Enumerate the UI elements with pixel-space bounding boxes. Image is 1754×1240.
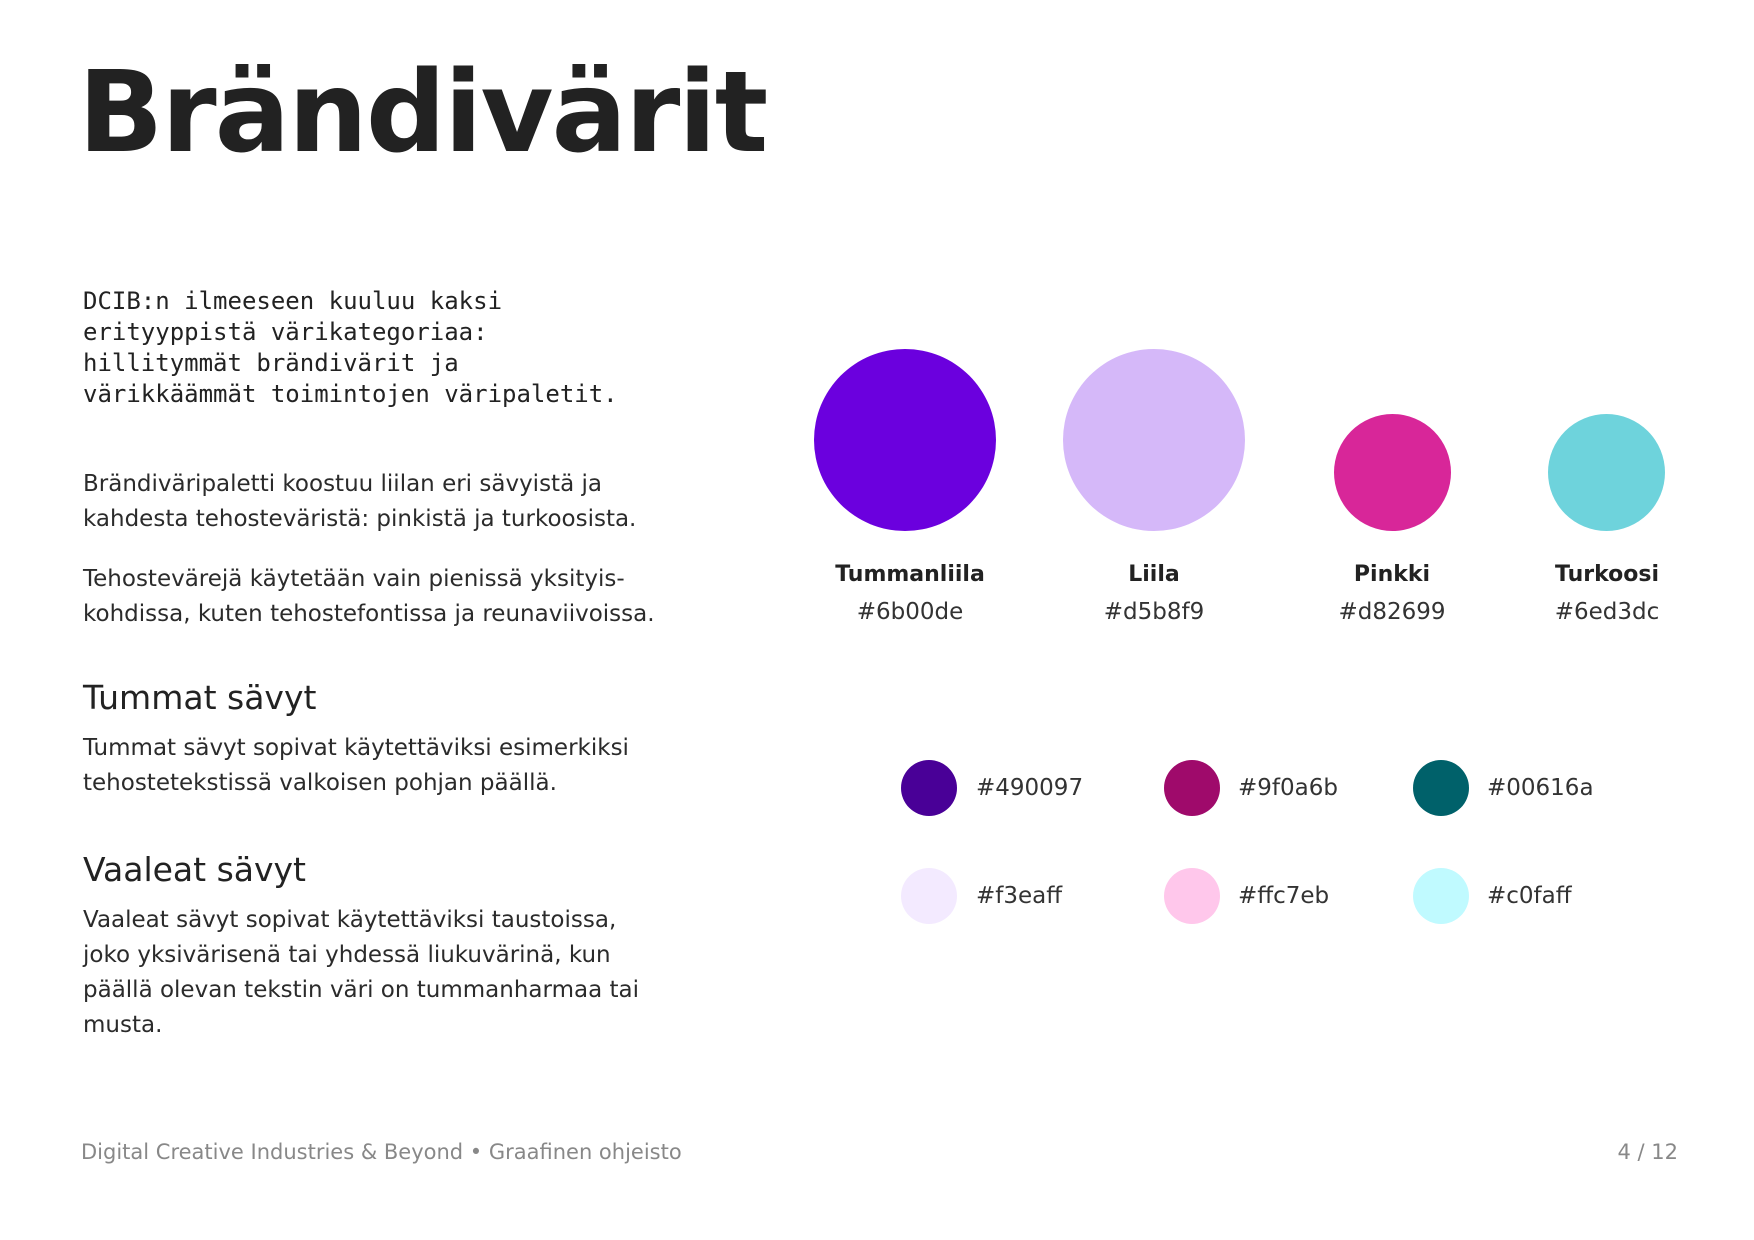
swatch-tummanliila-name: Tummanliila [835,562,985,587]
swatch-liila [1063,349,1245,531]
page-number: 4 / 12 [1617,1140,1678,1164]
swatch-pinkki [1334,414,1451,531]
dark-tones-heading: Tummat sävyt [83,678,317,717]
dark-tone-hex: #490097 [976,775,1084,801]
swatch-turkoosi [1548,414,1665,531]
swatch-tummanliila [814,349,996,531]
dark-tone-hex: #9f0a6b [1238,775,1338,801]
light-tone-hex: #f3eaff [976,883,1063,909]
light-tone-dot [901,868,957,924]
swatch-liila-hex: #d5b8f9 [1103,599,1205,625]
page-title: Brändivärit [78,48,767,178]
dark-tone-hex: #00616a [1487,775,1594,801]
brand-palette-description: Brändiväripaletti koostuu liilan eri sävyistä ja kahdesta tehosteväristä: pinkistä ja turkoosista. [83,471,637,532]
swatch-pinkki-hex: #d82699 [1338,599,1446,625]
dark-tones-description: Tummat sävyt sopivat käytettäviksi esimerkiksi tehostetekstissä valkoisen pohjan päällä. [83,735,629,796]
swatch-tummanliila-hex: #6b00de [856,599,964,625]
dark-tone-dot [901,760,957,816]
dark-tone-dot [1164,760,1220,816]
light-tone-hex: #c0faff [1487,883,1572,909]
light-tone-hex: #ffc7eb [1238,883,1330,909]
light-tones-heading: Vaaleat sävyt [83,850,306,889]
light-tone-dot [1413,868,1469,924]
swatch-turkoosi-name: Turkoosi [1554,562,1659,587]
dark-tone-dot [1413,760,1469,816]
swatch-pinkki-name: Pinkki [1353,562,1431,587]
light-tone-dot [1164,868,1220,924]
accent-color-usage-text: Tehostevärejä käytetään vain pienissä yksityis- kohdissa, kuten tehostefontissa ja reunaviivoissa. [83,566,655,627]
swatch-liila-name: Liila [1128,562,1180,587]
light-tones-description: Vaaleat sävyt sopivat käytettäviksi taustoissa, joko yksivärisenä tai yhdessä liukuvärinä, kun päällä olevan tekstin väri on tummanharmaa tai musta. [83,907,639,1038]
swatch-turkoosi-hex: #6ed3dc [1554,599,1660,625]
footer-document-title: Digital Creative Industries & Beyond • Graafinen ohjeisto [81,1140,682,1164]
intro-text: DCIB:n ilmeeseen kuuluu kaksi erityyppistä värikategoriaa: hillitymmät brändivärit ja värikkäämmät toimintojen väripaletit. [83,287,618,408]
